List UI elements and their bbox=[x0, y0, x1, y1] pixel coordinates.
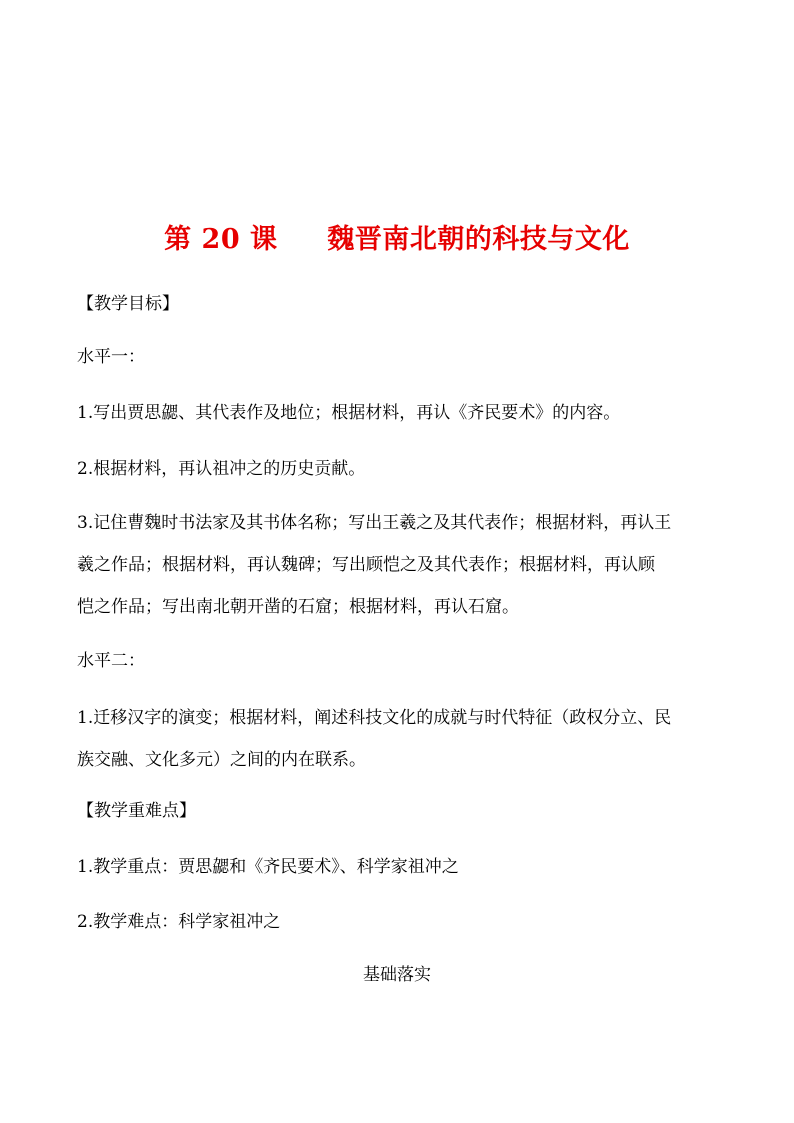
level2-item-1 bbox=[77, 697, 719, 781]
item-text: 迁移汉字的演变；根据材料，阐述科技文化的成就与时代特征（政权分立、民 bbox=[93, 708, 672, 728]
lesson-title bbox=[0, 222, 794, 258]
item-number: 3. bbox=[77, 513, 94, 533]
keypoints-item-1 bbox=[77, 857, 719, 878]
foundation-heading: 基础落实 bbox=[363, 965, 431, 985]
item-text: 记住曹魏时书法家及其书体名称；写出王羲之及其代表作；根据材料，再认王 bbox=[93, 513, 672, 533]
item-text: 根据材料，再认祖冲之的历史贡献。 bbox=[93, 459, 366, 479]
item-line bbox=[77, 502, 719, 544]
item-line bbox=[77, 697, 719, 739]
item-number: 1. bbox=[77, 403, 94, 423]
item-line: 羲之作品；根据材料，再认魏碑；写出顾恺之及其代表作；根据材料，再认顾 bbox=[77, 555, 655, 575]
level1-item-1 bbox=[77, 403, 719, 424]
item-number: 2. bbox=[77, 459, 94, 479]
title-name: 魏晋南北朝的科技与文化 bbox=[327, 224, 630, 255]
level1-item-3 bbox=[77, 502, 719, 628]
item-line: 族交融、文化多元）之间的内在联系。 bbox=[77, 750, 366, 770]
keypoints-heading: 【教学重难点】 bbox=[77, 801, 196, 821]
item-number: 1. bbox=[77, 857, 94, 877]
item-text: 教学重点：贾思勰和《齐民要术》、科学家祖冲之 bbox=[93, 857, 459, 877]
item-number: 1. bbox=[77, 708, 94, 728]
item-text: 教学难点：科学家祖冲之 bbox=[93, 912, 281, 932]
objectives-heading: 【教学目标】 bbox=[77, 294, 179, 314]
item-text: 写出贾思勰、其代表作及地位；根据材料，再认《齐民要术》的内容。 bbox=[93, 403, 621, 423]
keypoints-item-2 bbox=[77, 912, 719, 933]
level1-heading: 水平一： bbox=[77, 347, 145, 367]
title-prefix: 第 bbox=[164, 224, 192, 255]
level1-item-2 bbox=[77, 459, 719, 480]
title-lesson-word: 课 bbox=[250, 224, 278, 255]
title-number: 20 bbox=[201, 224, 241, 255]
level2-heading: 水平二： bbox=[77, 651, 145, 671]
item-number: 2. bbox=[77, 912, 94, 932]
item-line: 恺之作品；写出南北朝开凿的石窟；根据材料，再认石窟。 bbox=[77, 597, 519, 617]
